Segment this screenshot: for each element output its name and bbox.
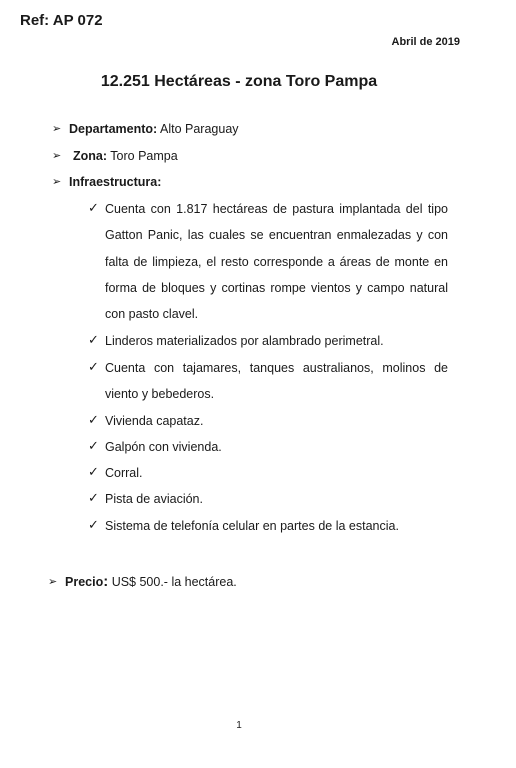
infra-item-pastura-line-4: forma de bloques y cortinas rompe vientos y campo natural — [105, 281, 448, 295]
checkmark-icon: ✓ — [88, 438, 99, 453]
departamento-value: Alto Paraguay — [157, 122, 239, 136]
departamento-label: Departamento: — [69, 122, 158, 136]
checkmark-icon: ✓ — [88, 412, 99, 427]
infra-item-pastura-line-5: con pasto clavel. — [105, 307, 199, 321]
zona-line — [73, 148, 178, 164]
document-date: Abril de 2019 — [391, 36, 460, 48]
checkmark-icon: ✓ — [88, 200, 99, 215]
price-line — [65, 574, 237, 590]
infra-item-pista: Pista de aviación. — [105, 492, 203, 506]
departamento-line — [69, 121, 239, 137]
arrow-bullet-icon: ➢ — [48, 576, 58, 588]
arrow-bullet-icon: ➢ — [52, 176, 62, 188]
infra-item-tajamares-line-2: viento y bebederos. — [105, 387, 215, 401]
infra-item-pastura-line-3: falta de limpieza, el resto corresponde a áreas de monte en — [105, 255, 448, 269]
reference-code: Ref: AP 072 — [20, 12, 103, 29]
checkmark-icon: ✓ — [88, 359, 99, 374]
infra-item-corral: Corral. — [105, 466, 143, 480]
arrow-bullet-icon: ➢ — [52, 150, 62, 162]
infra-item-telefonia: Sistema de telefonía celular en partes de la estancia. — [105, 519, 399, 533]
zona-label: Zona: — [73, 149, 108, 163]
checkmark-icon: ✓ — [88, 517, 99, 532]
document-title: 12.251 Hectáreas - zona Toro Pampa — [100, 73, 378, 90]
page-number: 1 — [236, 720, 242, 731]
infra-item-linderos: Linderos materializados por alambrado perimetral. — [105, 334, 384, 348]
infra-item-galpon: Galpón con vivienda. — [105, 440, 222, 454]
price-label: Precio — [65, 575, 104, 589]
arrow-bullet-icon: ➢ — [52, 123, 62, 135]
infra-item-pastura-line-2: Gatton Panic, las cuales se encuentran enmalezadas y con — [105, 228, 448, 242]
price-value: US$ 500.- la hectárea. — [108, 575, 237, 589]
infra-item-vivienda: Vivienda capataz. — [105, 414, 204, 428]
checkmark-icon: ✓ — [88, 490, 99, 505]
infra-item-pastura-line-1: Cuenta con 1.817 hectáreas de pastura implantada del tipo — [105, 202, 448, 216]
infraestructura-label: Infraestructura: — [69, 175, 162, 189]
zona-value: Toro Pampa — [107, 149, 178, 163]
checkmark-icon: ✓ — [88, 464, 99, 479]
price-colon: : — [103, 573, 109, 590]
checkmark-icon: ✓ — [88, 332, 99, 347]
infra-item-tajamares-line-1: Cuenta con tajamares, tanques australianos, molinos de — [105, 361, 448, 375]
